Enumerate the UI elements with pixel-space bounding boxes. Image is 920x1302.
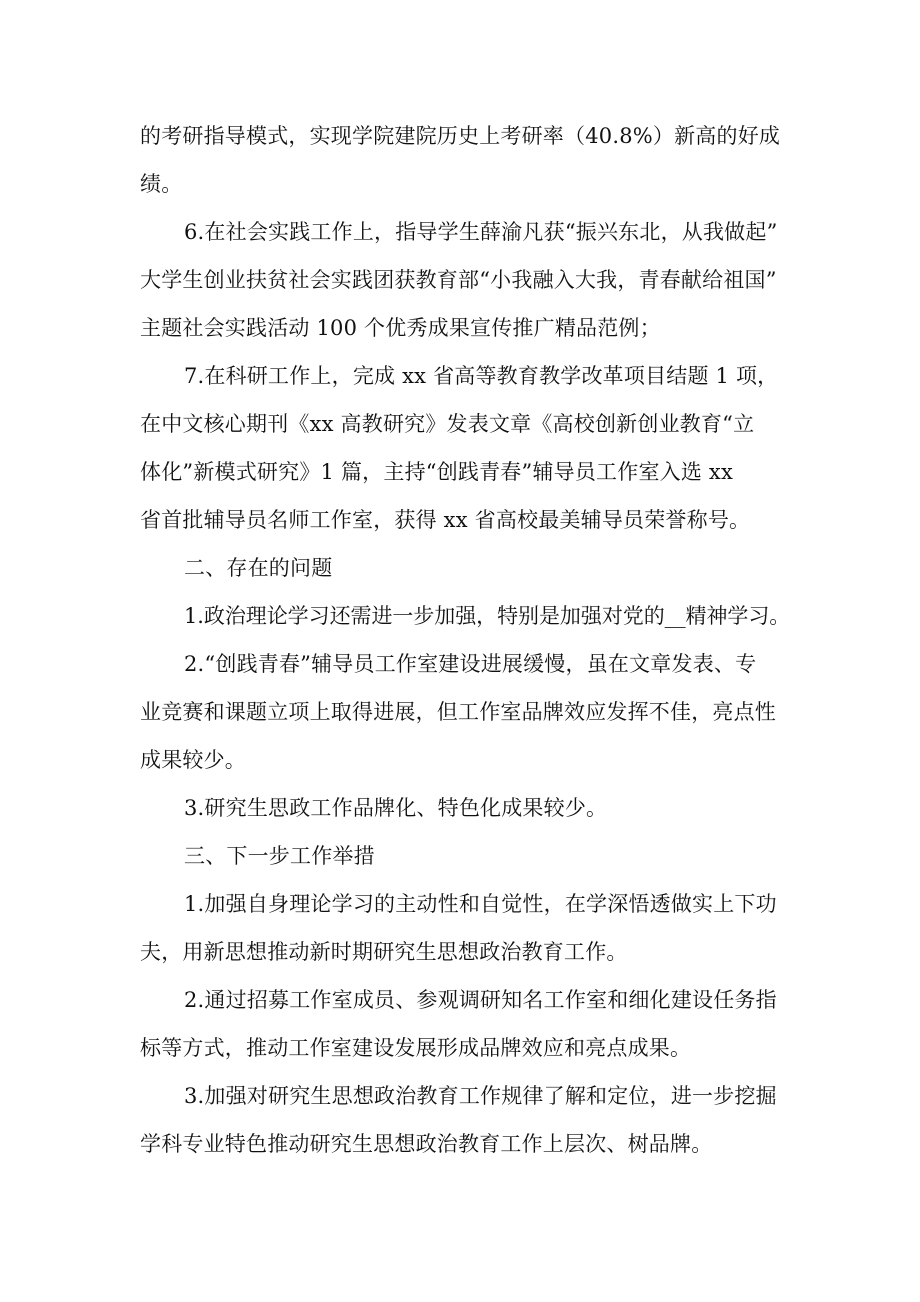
text-line: 6.在社会实践工作上，指导学生薛渝凡获“振兴东北，从我做起” — [184, 220, 778, 244]
text-line: 业竞赛和课题立项上取得进展，但工作室品牌效应发挥不佳，亮点性 — [140, 700, 776, 724]
text-line: 学科专业特色推动研究生思想政治教育工作上层次、树品牌。 — [140, 1132, 713, 1156]
text-line: 主题社会实践活动 100 个优秀成果宣传推广精品范例； — [140, 316, 661, 340]
text-line: 2.“创践青春”辅导员工作室建设进展缓慢，虽在文章发表、专 — [184, 652, 757, 676]
text-line: 标等方式，推动工作室建设发展形成品牌效应和亮点成果。 — [140, 1036, 692, 1060]
text-line: 1.政治理论学习还需进一步加强，特别是加强对党的__精神学习。 — [184, 604, 791, 628]
text-line: 成果较少。 — [140, 748, 246, 772]
text-line: 的考研指导模式，实现学院建院历史上考研率（40.8%）新高的好成 — [140, 124, 781, 148]
text-line: 3.研究生思政工作品牌化、特色化成果较少。 — [184, 796, 608, 820]
text-line: 绩。 — [140, 172, 183, 196]
section-heading: 二、存在的问题 — [184, 556, 333, 580]
text-line: 7.在科研工作上，完成 xx 省高等教育教学改革项目结题 1 项， — [184, 364, 779, 388]
text-line: 在中文核心期刊《xx 高教研究》发表文章《高校创新创业教育“立 — [140, 412, 755, 436]
text-line: 3.加强对研究生思想政治教育工作规律了解和定位，进一步挖掘 — [184, 1084, 777, 1108]
text-line: 2.通过招募工作室成员、参观调研知名工作室和细化建设任务指 — [184, 988, 777, 1012]
text-line: 大学生创业扶贫社会实践团获教育部“小我融入大我，青春献给祖国” — [140, 268, 777, 292]
section-heading: 三、下一步工作举措 — [184, 844, 375, 868]
text-line: 夫，用新思想推动新时期研究生思想政治教育工作。 — [140, 940, 628, 964]
text-line: 1.加强自身理论学习的主动性和自觉性，在学深悟透做实上下功 — [184, 892, 777, 916]
text-line: 省首批辅导员名师工作室，获得 xx 省高校最美辅导员荣誉称号。 — [140, 508, 751, 532]
text-line: 体化”新模式研究》1 篇，主持“创践青春”辅导员工作室入选 xx — [140, 460, 734, 484]
